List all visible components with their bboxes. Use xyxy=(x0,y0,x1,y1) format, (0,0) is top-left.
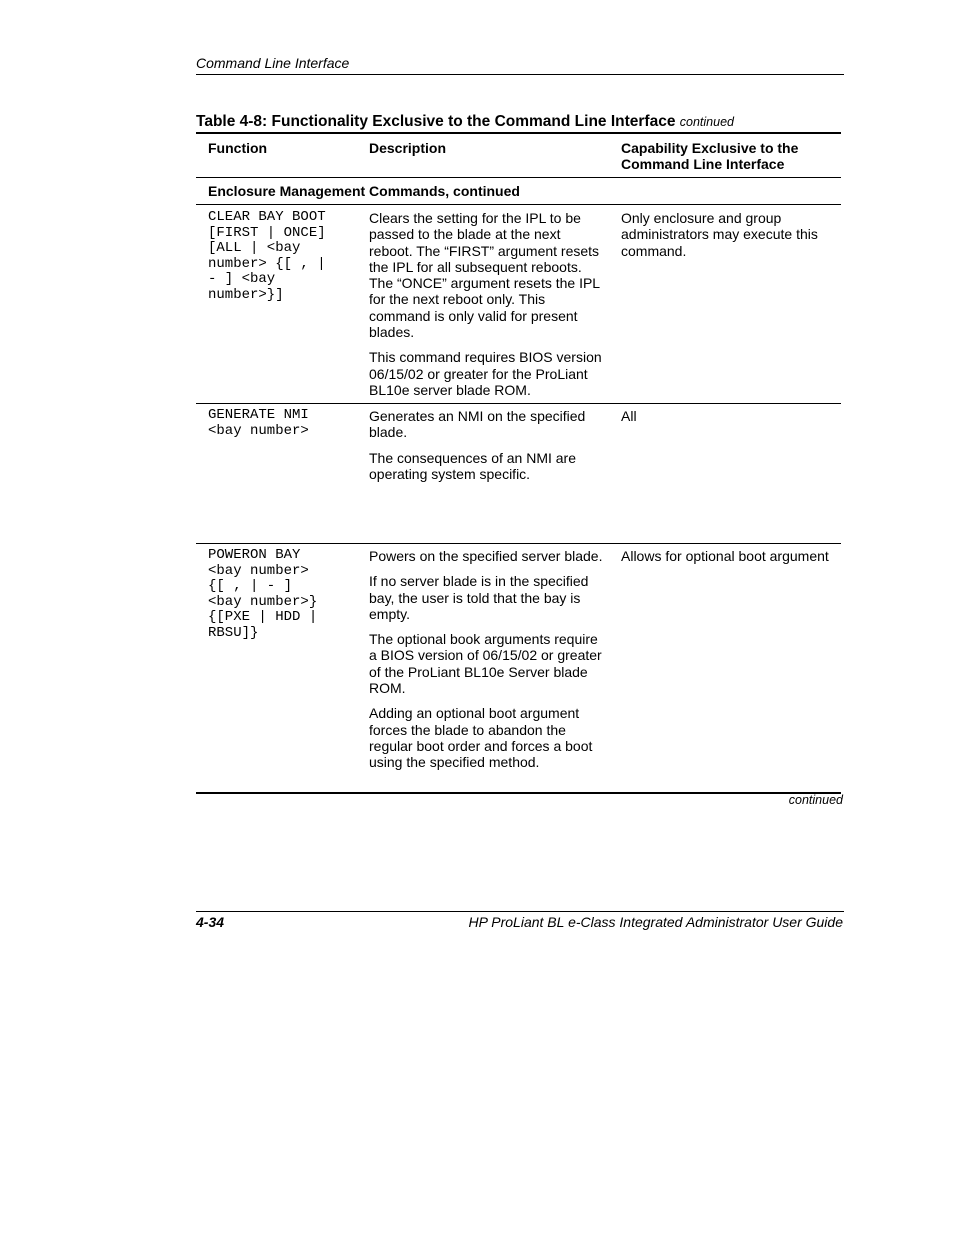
command-cell: GENERATE NMI <bay number> xyxy=(208,407,309,439)
description-cell xyxy=(369,210,605,407)
description-paragraph: The consequences of an NMI are operating system specific. xyxy=(369,449,577,482)
row-divider xyxy=(196,543,841,544)
footer-rule xyxy=(196,911,844,912)
column-header-capability-line: Capability Exclusive to the xyxy=(621,140,799,156)
description-paragraph: Generates an NMI on the specified blade. xyxy=(369,408,586,441)
page-number: 4-34 xyxy=(196,914,225,930)
column-header-capability xyxy=(621,140,841,172)
command-cell: POWERON BAY <bay number> {[ , | - ] <bay number>} {[PXE | HDD | RBSU]} xyxy=(208,547,318,641)
description-cell xyxy=(369,408,599,491)
capability-cell: Only enclosure and group administrators may execute this command. xyxy=(621,210,818,259)
running-header: Command Line Interface xyxy=(196,55,350,71)
column-header-description: Description xyxy=(369,140,447,156)
header-rule xyxy=(196,74,844,75)
description-cell xyxy=(369,548,605,780)
group-bottom-rule xyxy=(196,204,841,205)
description-paragraph: Clears the setting for the IPL to be passed to the blade at the next reboot. The “FIRST” argument resets the IPL for all subsequent reboots. The “ONCE” argument resets the IPL for the next reboot only. This command is only valid for present blades. xyxy=(369,210,600,341)
description-paragraph: The optional book arguments require a BIOS version of 06/15/02 or greater of the ProLiant BL10e Server blade ROM. xyxy=(369,631,602,697)
table-caption-title: Table 4-8: Functionality Exclusive to the Command Line Interface xyxy=(196,113,676,130)
continued-note: continued xyxy=(788,793,843,807)
capability-cell: All xyxy=(621,408,637,424)
command-cell: CLEAR BAY BOOT [FIRST | ONCE] [ALL | <bay number> {[ , | - ] <bay number>}] xyxy=(208,209,326,303)
description-paragraph: If no server blade is in the specified bay, the user is told that the bay is empty. xyxy=(369,573,589,622)
description-paragraph: Powers on the specified server blade. xyxy=(369,548,603,564)
column-header-function: Function xyxy=(208,140,268,156)
column-header-capability-line: Command Line Interface xyxy=(621,156,785,172)
header-bottom-rule xyxy=(196,177,841,178)
capability-cell: Allows for optional boot argument xyxy=(621,548,829,564)
table-caption xyxy=(196,113,734,131)
description-paragraph: Adding an optional boot argument forces the blade to abandon the regular boot order and forces a boot using the specified method. xyxy=(369,705,593,771)
table-caption-continued: continued xyxy=(679,115,734,129)
description-paragraph: This command requires BIOS version 06/15/02 or greater for the ProLiant BL10e server blade ROM. xyxy=(369,349,602,398)
group-heading: Enclosure Management Commands, continued xyxy=(208,183,520,199)
table-top-rule xyxy=(196,132,841,134)
guide-title: HP ProLiant BL e-Class Integrated Administrator User Guide xyxy=(468,914,843,930)
